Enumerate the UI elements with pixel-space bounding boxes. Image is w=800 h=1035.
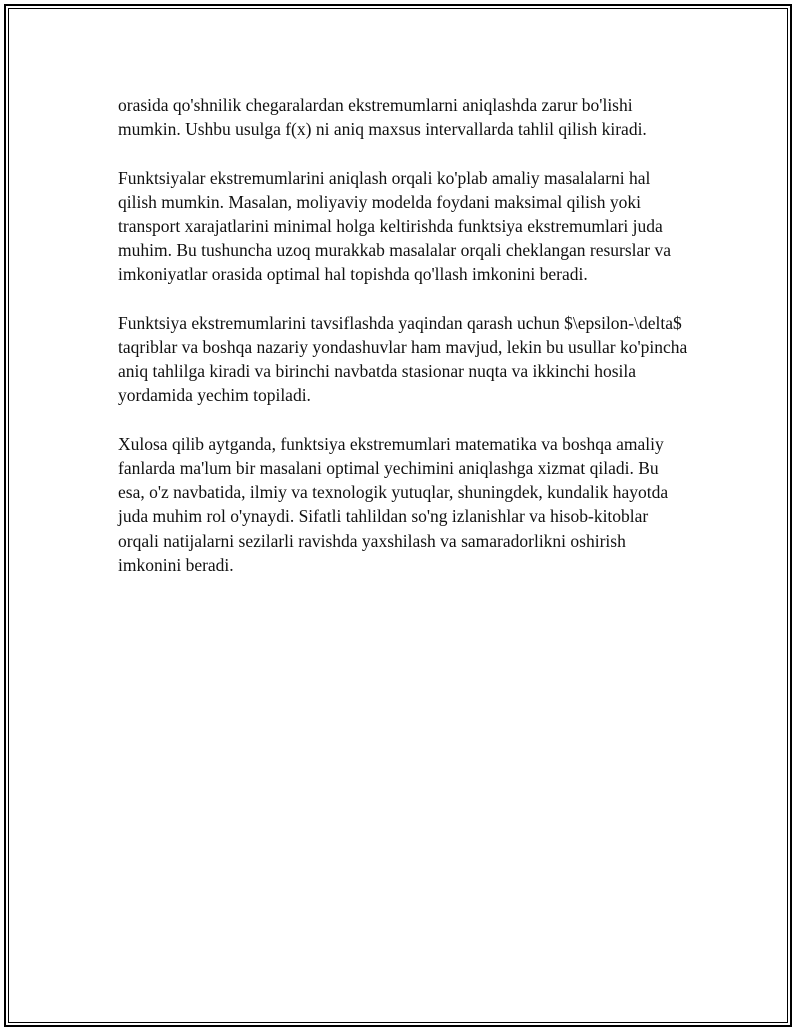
paragraph-2: Funktsiyalar ekstremumlarini aniqlash orqali ko'plab amaliy masalalarni hal qilish mumkin. Masalan, moliyaviy modelda foydani maksimal qilish yoki transport xarajatlarini minimal holga keltirishda funktsiya ekstremumlari juda muhim. Bu tushuncha uzoq murakkab masalalar orqali cheklangan resurslar va imkoniyatlar orasida optimal hal topishda qo'llash imkonini beradi.: [118, 167, 672, 285]
paragraph-4: Xulosa qilib aytganda, funktsiya ekstremumlari matematika va boshqa amaliy fanlarda ma'lum bir masalani optimal yechimini aniqlashga xizmat qiladi. Bu esa, o'z navbatida, ilmiy va texnologik yutuqlar, shuningdek, kundalik hayotda juda muhim rol o'ynaydi. Sifatli tahlildan so'ng izlanishlar va hisob-kitoblar orqali natijalarni sezilarli ravishda yaxshilash va samaradorlikni oshirish imkonini beradi.: [118, 433, 669, 575]
paragraph-1: orasida qo'shnilik chegaralardan ekstremumlarni aniqlashda zarur bo'lishi mumkin. Ushbu usulga f(x) ni aniq maxsus intervallarda tahlil qilish kiradi.: [118, 95, 647, 140]
document-body: [118, 93, 688, 601]
paragraph-3: Funktsiya ekstremumlarini tavsiflashda yaqindan qarash uchun $\epsilon-\delta$ taqriblar va boshqa nazariy yondashuvlar ham mavjud, lekin bu usullar ko'pincha aniq tahlilga kiradi va birinchi navbatda stasionar nuqta va ikkinchi hosila yordamida yechim topiladi.: [118, 312, 688, 406]
